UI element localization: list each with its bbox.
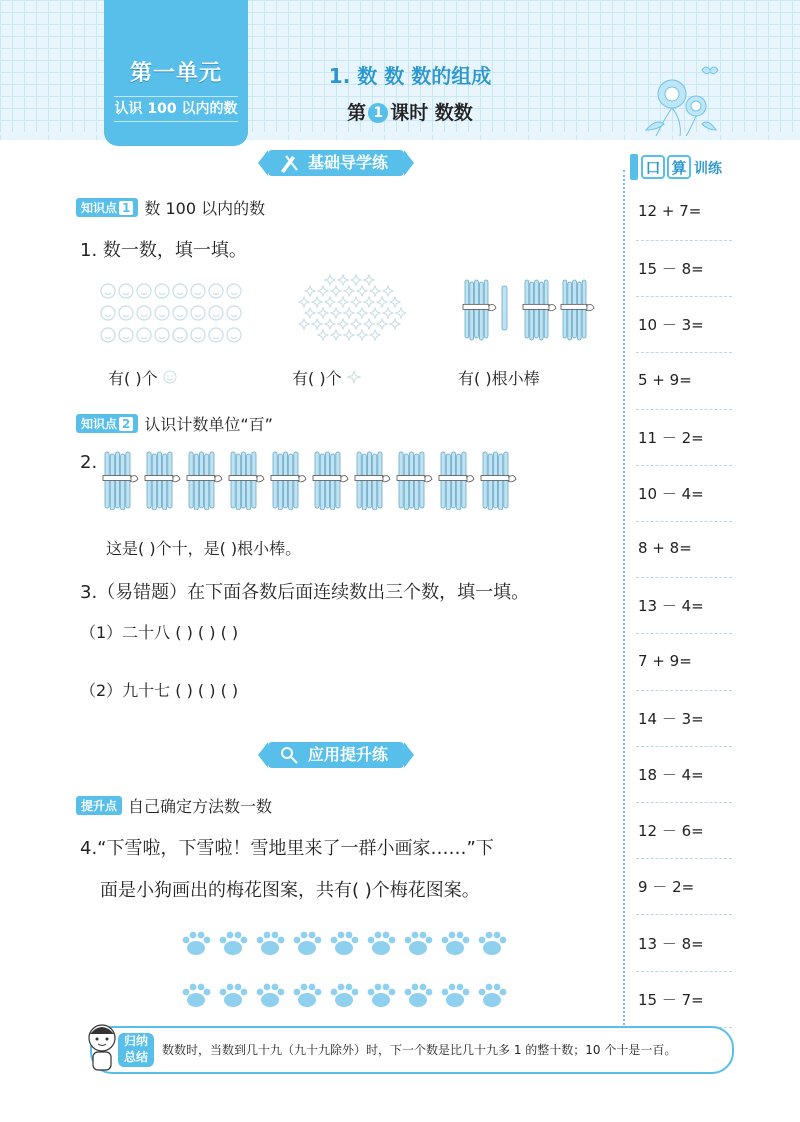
oral-exercise-item: [636, 802, 732, 859]
kp2-tag-label: 知识点: [81, 417, 118, 431]
oral-title-b: 算: [671, 159, 687, 177]
lesson-sub-suffix: 课时 数数: [390, 102, 473, 124]
lesson-title: 1. 数 数 数的组成: [328, 64, 492, 88]
question-2-sentence: 这是( )个十，是( )根小棒。: [106, 539, 302, 558]
q1-fill-c: 有( )根小棒: [458, 369, 540, 388]
oral-exercise-text: 15 － 8=: [638, 260, 704, 279]
flower-decoration-icon: [636, 60, 736, 136]
oral-exercise-item: [636, 296, 732, 353]
column-divider: [623, 170, 625, 1025]
kp2-tag: [76, 414, 138, 433]
oral-exercise-item: [636, 971, 732, 1028]
q1-fill-b: [292, 366, 361, 389]
question-4-line-1: 4.“下雪啦，下雪啦！雪地里来了一群小画家……”下: [80, 838, 494, 859]
oral-exercise-item: [636, 353, 732, 410]
basic-banner-label: 基础导学练: [308, 153, 389, 172]
lesson-subtitle: [300, 98, 520, 125]
ten-stick-bundles-icon: [100, 448, 526, 510]
stars-group-icon: [294, 272, 406, 344]
question-3-row-1: （1）二十八 ( ) ( ) ( ): [80, 623, 239, 642]
question-1-stem: 1. 数一数，填一填。: [80, 240, 247, 261]
apply-practice-banner: [268, 742, 404, 768]
oral-exercise-item: [636, 409, 732, 466]
oral-exercise-text: 13 － 8=: [638, 934, 704, 953]
oral-exercise-text: 7 + 9=: [638, 651, 692, 670]
knowledge-point-2: [76, 412, 273, 435]
oral-training-header: [630, 152, 732, 182]
summary-tag: [118, 1033, 154, 1067]
q1-fill-b-text: 有( )个: [292, 369, 342, 388]
oral-exercise-text: 14 － 3=: [638, 709, 704, 728]
question-2-label: 2.: [80, 452, 98, 473]
improvement-point: [76, 794, 272, 817]
oral-exercise-text: 8 + 8=: [638, 539, 692, 558]
kp1-tag-number: 1: [119, 201, 133, 215]
kp3-tag: 提升点: [76, 796, 122, 815]
question-4-line-2: 面是小狗画出的梅花图案，共有( )个梅花图案。: [100, 880, 480, 901]
oral-exercise-text: 15 － 7=: [638, 990, 704, 1009]
oral-exercise-text: 12 + 7=: [638, 202, 702, 220]
q1-fill-a-text: 有( )个: [108, 369, 158, 388]
oral-exercise-text: 11 － 2=: [638, 428, 704, 447]
q1-fill-a: [108, 366, 177, 389]
kp1-tag-label: 知识点: [81, 201, 118, 215]
summary-tag-top: 归纳: [123, 1034, 148, 1048]
oral-exercise-item: [636, 465, 732, 522]
kid-mascot-icon: [84, 1022, 120, 1078]
smiley-icon: [163, 370, 177, 384]
oral-title-c: 训练: [694, 161, 722, 177]
summary-text: 数数时，当数到几十九（九十九除外）时，下一个数是比几十九多 1 的整十数；10 个十是一百。: [162, 1043, 677, 1057]
oral-exercise-item: [636, 858, 732, 915]
lesson-number-badge: 1: [368, 103, 388, 123]
kp2-tag-number: 2: [119, 417, 133, 431]
star-icon: [347, 370, 361, 384]
oral-exercise-item: [636, 240, 732, 297]
oral-exercise-text: 18 － 4=: [638, 766, 704, 784]
oral-exercise-text: 5 + 9=: [638, 370, 692, 389]
question-3-stem: 3.（易错题）在下面各数后面连续数出三个数，填一填。: [80, 582, 530, 603]
oral-exercise-item: [636, 915, 732, 972]
kp1-tag: [76, 198, 138, 217]
oral-exercise-item: [636, 746, 732, 803]
basic-practice-banner: [268, 150, 404, 176]
oral-exercise-text: 9 － 2=: [638, 878, 695, 897]
stick-bundles-icon: [460, 276, 600, 342]
oral-exercise-item: [636, 634, 732, 691]
unit-title: 第一单元: [129, 61, 222, 86]
oral-exercise-item: [636, 690, 732, 747]
kp3-text: 自己确定方法数一数: [128, 797, 273, 816]
oral-exercise-item: [636, 577, 732, 634]
unit-box: [104, 0, 248, 146]
paw-prints-icon: [178, 922, 520, 1010]
oral-exercise-item: [636, 184, 732, 241]
apply-banner-label: 应用提升练: [308, 745, 389, 764]
question-3-row-2: （2）九十七 ( ) ( ) ( ): [80, 681, 239, 700]
summary-tag-bottom: 总结: [123, 1050, 148, 1064]
smiley-faces-group-icon: [100, 282, 242, 344]
oral-title-a: 口: [645, 159, 661, 177]
oral-exercise-item: [636, 521, 732, 578]
kp1-text: 数 100 以内的数: [144, 199, 266, 218]
pencil-ruler-icon: [278, 152, 300, 174]
unit-subtitle: 认识 100 以内的数: [114, 96, 238, 122]
magnifier-ruler-icon: [278, 744, 300, 766]
lesson-sub-prefix: 第: [347, 102, 367, 124]
kp2-text: 认识计数单位“百”: [144, 415, 273, 434]
summary-box: [90, 1026, 734, 1074]
oral-exercise-text: 13 － 4=: [638, 597, 704, 616]
oral-exercise-text: 12 － 6=: [638, 822, 704, 841]
oral-exercise-text: 10 － 3=: [638, 316, 704, 335]
knowledge-point-1: [76, 196, 265, 219]
oral-exercise-text: 10 － 4=: [638, 485, 704, 503]
